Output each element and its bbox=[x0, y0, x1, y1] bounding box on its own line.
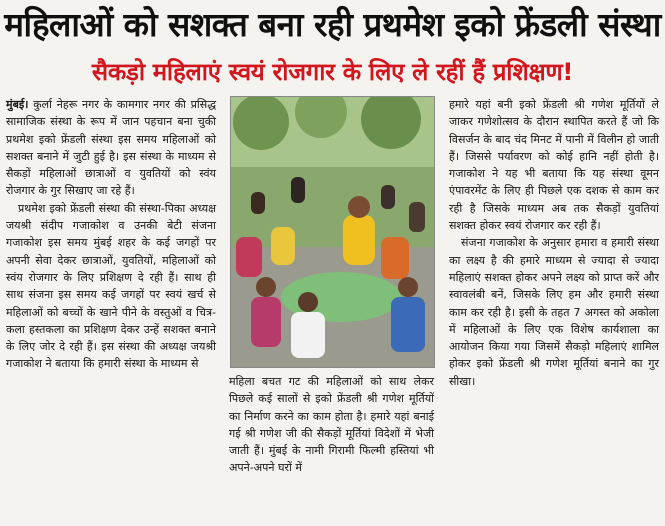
article-headline: महिलाओं को सशक्त बना रही प्रथमेश इको फ्रेंडली संस्था bbox=[4, 5, 661, 44]
article-column-2 bbox=[229, 373, 434, 477]
paragraph: संजना गजाकोश के अनुसार हमारा व हमारी संस्था का लक्ष्य है की हमारे माध्यम से ज्यादा से ज्यादा महिलाएं सशक्त होकर अपने लक्ष्य को प्राप्त करें और स्वावलंबी बनें, जिसके लिए हम और हमारी संस्था काम कर रही है। इसी के तहत 7 अगस्त को अकोला में महिलाओं के लिए एक विशेष कार्यशाला का आयोजन किया गया जिसमें सैकड़ो महिलाएं शामिल होकर इको फ्रेंडली श्री गणेश मूर्तियां बनाने का गुर सीखा। bbox=[449, 236, 659, 388]
article-column-1 bbox=[6, 96, 216, 373]
paragraph bbox=[6, 96, 216, 200]
paragraph: महिला बचत गट की महिलाओं को साथ लेकर पिछले कई सालों से इको फ्रेंडली श्री गणेश मूर्तियों का निर्माण करने का काम होता है। हमारे यहां बनाई गई श्री गणेश जी की सैकड़ों मूर्तियां विदेशों में भेजी जाती हैं। मुंबई के नामी गिरामी फिल्मी हस्तियां भी अपने-अपने घरों में bbox=[229, 375, 434, 475]
paragraph-text: कुर्ला नेहरू नगर के कामगार नगर की प्रसिद्ध सामाजिक संस्था के रूप में जान पहचान बना चुकी प्रथमेश इको फ्रेंडली संस्था इस समय महिलाओं को सशक्त बनाने में जुटी हुई है। इस संस्था के माध्यम से सैकड़ों महिलाओं छात्राओं व युवतियों को स्वंय रोजगार के गुर सिखाए जा रहे हैं। bbox=[6, 98, 216, 198]
paragraph: प्रथमेश इको फ्रेंडली संस्था की संस्था-पिका अध्यक्ष जयश्री संदीप गजाकोश व उनकी बेटी संजना गजाकोश इस समय मुंबई शहर के कई जगहों पर अपनी सेवा देकर छात्राओं, युवतियों, महिलाओं को स्वंय रोजगार के लिए प्रशिक्षण दे रही हैं। साथ ही साथ संजना इस समय कई जगहों पर स्वयं खर्च से महिलाओं को बच्चों के खाने पीने के वस्तुओं व चित्र-कला हस्तकला का प्रशिक्षण देकर उन्हें सशक्त बनाने के लिए जोर दे रही हैं। इस संस्था की अध्यक्ष जयश्री गजाकोश ने बताया कि हमारी संस्था के माध्यम से bbox=[6, 201, 216, 371]
dateline: मुंबई। bbox=[6, 98, 29, 111]
article-subheadline: सैकड़ो महिलाएं स्वयं रोजगार के लिए ले रहीं हैं प्रशिक्षण! bbox=[91, 58, 574, 86]
article-photo bbox=[230, 96, 435, 368]
paragraph: हमारे यहां बनी इको फ्रेंडली श्री गणेश मूर्तियों ले जाकर गणेशोत्सव के दौरान स्थापित करते हैं जो कि विसर्जन के बाद चंद मिनट में पानी में विलीन हो जाती हैं। जिससे पर्यावरण को कोई हानि नहीं होती है। गजाकोश ने यह भी बताया कि यह संस्था वूमन एंपावरमेंट के लिए ही पिछले एक दशक से काम कर रही है जिसके माध्यम अब तक सैकड़ों युवतियां सशक्त होकर स्वयं रोजगार कर रही हैं। bbox=[449, 98, 659, 233]
article-column-3 bbox=[449, 96, 659, 390]
